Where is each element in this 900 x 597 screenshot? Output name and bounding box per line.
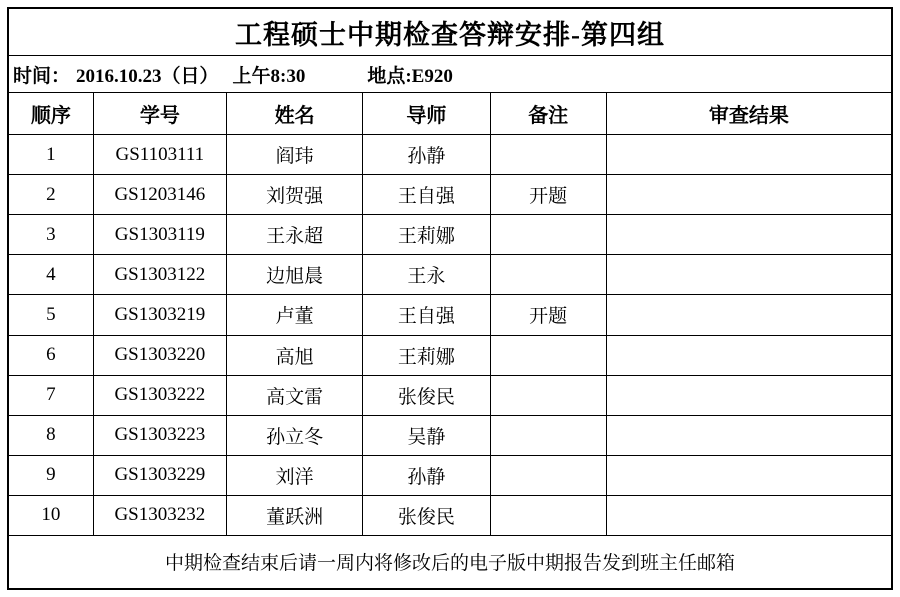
cell-note [490,415,606,455]
cell-result [606,455,892,495]
cell-note [490,255,606,295]
schedule-table [7,7,893,590]
table-row [8,215,892,255]
cell-advisor: 王莉娜 [363,335,490,375]
cell-note: 开题 [490,175,606,215]
cell-result [606,335,892,375]
cell-seq: 9 [8,455,93,495]
table-row [8,375,892,415]
footer-note: 中期检查结束后请一周内将修改后的电子版中期报告发到班主任邮箱 [8,535,892,589]
table-row [8,455,892,495]
cell-name: 刘洋 [226,455,362,495]
column-header-id: 学号 [93,93,226,135]
table-row [8,495,892,535]
cell-note [490,495,606,535]
cell-seq: 5 [8,295,93,335]
cell-student-id: GS1303232 [93,495,226,535]
cell-result [606,255,892,295]
cell-student-id: GS1303122 [93,255,226,295]
cell-advisor: 张俊民 [363,375,490,415]
table-row [8,335,892,375]
column-header-result: 审查结果 [606,93,892,135]
cell-student-id: GS1303119 [93,215,226,255]
cell-advisor: 吴静 [363,415,490,455]
header-row [8,93,892,135]
time-value: 2016.10.23（日） [76,65,219,87]
cell-name: 高旭 [226,335,362,375]
cell-advisor: 王永 [363,255,490,295]
cell-advisor: 张俊民 [363,495,490,535]
cell-seq: 1 [8,135,93,175]
cell-student-id: GS1303219 [93,295,226,335]
cell-advisor: 王自强 [363,175,490,215]
cell-name: 高文雷 [226,375,362,415]
cell-name: 阎玮 [226,135,362,175]
cell-advisor: 孙静 [363,135,490,175]
cell-name: 刘贺强 [226,175,362,215]
cell-note: 开题 [490,295,606,335]
cell-student-id: GS1303229 [93,455,226,495]
cell-student-id: GS1303220 [93,335,226,375]
cell-student-id: GS1103111 [93,135,226,175]
session-time: 上午8:30 [232,65,306,87]
cell-advisor: 孙静 [363,455,490,495]
cell-student-id: GS1303223 [93,415,226,455]
cell-advisor: 王自强 [363,295,490,335]
cell-result [606,495,892,535]
column-header-advisor: 导师 [363,93,490,135]
cell-result [606,215,892,255]
cell-note [490,375,606,415]
cell-result [606,135,892,175]
cell-result [606,295,892,335]
table-row [8,255,892,295]
column-header-name: 姓名 [226,93,362,135]
cell-result [606,175,892,215]
schedule-sheet [7,7,893,590]
cell-seq: 8 [8,415,93,455]
cell-note [490,335,606,375]
footer-row [8,535,892,589]
table-row [8,415,892,455]
info-row [8,56,892,93]
cell-result [606,415,892,455]
cell-note [490,215,606,255]
title-row [8,8,892,56]
column-header-seq: 顺序 [8,93,93,135]
table-row [8,175,892,215]
cell-note [490,135,606,175]
cell-name: 王永超 [226,215,362,255]
page-title: 工程硕士中期检查答辩安排-第四组 [8,8,892,56]
cell-seq: 4 [8,255,93,295]
table-row [8,295,892,335]
cell-name: 孙立冬 [226,415,362,455]
cell-seq: 7 [8,375,93,415]
cell-name: 卢董 [226,295,362,335]
session-info [8,56,892,93]
cell-note [490,455,606,495]
location-value: 地点:E920 [367,65,453,87]
cell-seq: 6 [8,335,93,375]
cell-student-id: GS1303222 [93,375,226,415]
cell-student-id: GS1203146 [93,175,226,215]
table-row [8,135,892,175]
column-header-note: 备注 [490,93,606,135]
cell-seq: 10 [8,495,93,535]
cell-name: 董跃洲 [226,495,362,535]
cell-advisor: 王莉娜 [363,215,490,255]
time-label: 时间： [13,65,71,87]
cell-name: 边旭晨 [226,255,362,295]
cell-seq: 2 [8,175,93,215]
cell-seq: 3 [8,215,93,255]
cell-result [606,375,892,415]
